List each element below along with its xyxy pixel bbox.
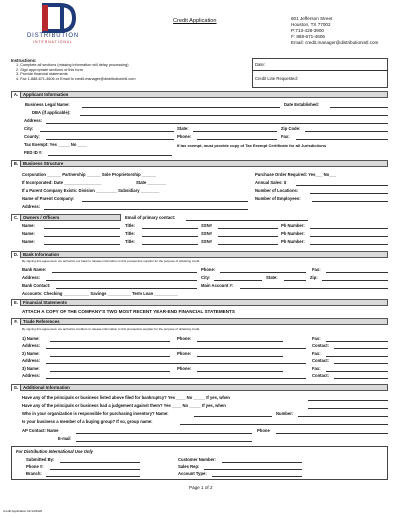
city-field[interactable] [40,131,174,132]
phone-field[interactable] [197,139,277,140]
purchasing-number-field[interactable] [298,416,388,417]
owner-ssn-label: SSN# [201,231,212,236]
trade-ref-address-field[interactable] [46,378,306,379]
purchasing-name-field[interactable] [194,416,272,417]
owner-ssn-label: SSN# [201,223,212,228]
trade-ref-name-field[interactable] [50,341,170,342]
logo-text: DISTRIBUTION [27,33,79,39]
ap-phone-field[interactable] [276,433,388,434]
customer-number-label: Customer Number: [178,457,216,462]
city-label: City: [24,126,34,131]
instructions-heading: Instructions: [11,58,37,63]
locations-label: Number of Locations: [255,188,299,193]
fax-line: F: 888-671-4606 [291,34,325,39]
owner-ssn-field[interactable] [218,236,278,237]
owner-title-label: Title: [125,231,135,236]
bank-zip-label: Zip: [310,275,318,280]
credit-line-label: Credit Line Requested: [255,76,298,81]
section-d-header: D. Bank Information [11,251,388,258]
entity-type-row: Corporation ______ Partnership ______ Sole Proprietorship ______ [22,172,156,177]
address-line-1: 601 Jefferson Street [291,16,333,21]
submitted-by-label: Submitted By: [26,457,55,462]
annual-sales-field[interactable] [296,185,388,186]
tax-exempt-label: Tax Exempt: Yes _____ No ____ [24,142,87,147]
section-f-header: F. Trade References [11,318,388,325]
trade-ref-address-field[interactable] [46,348,306,349]
customer-number-field[interactable] [222,462,302,463]
section-a-header: A. Applicant Information [11,91,388,98]
bank-state-field[interactable] [284,280,306,281]
parent-name-label: Name of Parent Company: [22,196,75,201]
parent-name-field[interactable] [82,201,248,202]
owner-phone-label: Ph Number: [281,223,305,228]
owner-name-label: Name: [22,223,35,228]
buying-group-label: Is your business a member of a buying group? If so, group name: [22,419,153,424]
established-field[interactable] [330,107,388,108]
bank-fax-label: Fax: [312,267,321,272]
internal-use-box [11,446,388,480]
trade-ref-name-label: 2) Name: [22,351,40,356]
internal-phone-field[interactable] [50,469,140,470]
trade-ref-phone-label: Phone: [177,366,192,371]
incorporated-state: State ________ [136,180,167,185]
trade-ref-name-field[interactable] [50,371,170,372]
address-line-2: Houston, TX 77002 [291,22,331,27]
ap-phone-label: Phone [257,428,270,433]
incorporated-date: If Incorporated: Date ________________ [22,180,102,185]
owner-phone-label: Ph Number: [281,239,305,244]
locations-field[interactable] [310,193,388,194]
owner-title-field[interactable] [142,244,198,245]
trade-consent-text: By signing this agreement, we authorize creditors to release information to this prospective supplier for the purpose of obtaining credit. [22,327,200,331]
internal-use-heading: For Distribution International Use Only [16,449,94,454]
section-c-header: C. Owners / Officers [11,214,121,221]
owner-phone-field[interactable] [310,244,388,245]
judgement-question: Have any of the principals or business had a judgement against them? Yes ____ No _____ If yes, when [22,403,226,408]
logo-subtext: INTERNATIONAL [33,40,73,44]
sales-rep-field[interactable] [204,469,302,470]
employees-label: Number of Employees: [255,196,301,201]
dba-label: DBA (if applicable): [32,110,71,115]
buying-group-field[interactable] [180,424,388,425]
company-address-block [291,16,378,46]
judgement-when-field[interactable] [308,408,388,409]
trade-ref-contact-label: Contact: [312,373,329,378]
parent-company-row: If a Parent Company Exists: Division _________ Subsidiary ________ [22,188,160,193]
state-field[interactable] [193,131,277,132]
trade-ref-contact-field[interactable] [334,378,388,379]
trade-ref-fax-field[interactable] [326,341,388,342]
instructions-block [11,58,136,81]
owner-title-label: Title: [125,239,135,244]
bank-state-label: State: [266,275,278,280]
county-field[interactable] [46,139,174,140]
owner-ssn-label: SSN# [201,239,212,244]
sales-rep-label: Sales Rep: [178,464,200,469]
trade-ref-address-label: Address: [22,358,41,363]
instruction-item: 2. Sign appropriate sections of this form [16,67,83,72]
account-type-field[interactable] [212,476,302,477]
bankruptcy-question: Have any of the principals or business listed above filed for bankruptcy? Yes ____ No _____ If yes, when [22,395,230,400]
company-logo [20,3,86,47]
owner-name-field[interactable] [44,236,120,237]
logo-mark-icon [20,3,86,33]
instruction-item: 4. Fax 1-888-671-4606 or Email to credit.manager@distributionintl.com [16,76,136,81]
county-label: County: [24,134,40,139]
bank-phone-field[interactable] [220,272,306,273]
owner-title-label: Title: [125,223,135,228]
fed-id-field[interactable] [48,155,172,156]
bank-address-label: Address: [22,275,41,280]
ap-contact-name-field[interactable] [76,433,252,434]
section-g-header: G. Additional Information [11,384,388,391]
trade-ref-phone-field[interactable] [197,356,283,357]
section-e-header: E. Financial Statements [11,299,388,306]
ap-email-field[interactable] [76,441,252,442]
annual-sales-label: Annual Sales: $ [255,180,287,185]
address-field[interactable] [46,123,388,124]
trade-ref-contact-label: Contact: [312,358,329,363]
account-type-label: Account Type: [178,471,207,476]
trade-ref-fax-field[interactable] [326,371,388,372]
document-id: Credit Application 01/14/2020 [3,509,43,513]
fed-id-label: FED ID #: [24,150,43,155]
phone-line: P:713-428-3900 [291,28,324,33]
ap-contact-label: AP Contact: Name [22,428,59,433]
owner-phone-field[interactable] [310,228,388,229]
owner-title-field[interactable] [142,236,198,237]
purchasing-number-label: Number: [276,411,294,416]
zip-field[interactable] [305,131,388,132]
date-label: Date: [255,62,266,67]
zip-label: Zip Code: [281,126,301,131]
owner-name-field[interactable] [44,244,120,245]
trade-ref-contact-field[interactable] [334,348,388,349]
bank-zip-field[interactable] [322,280,388,281]
fax-field[interactable] [296,139,388,140]
owner-name-label: Name: [22,239,35,244]
branch-field[interactable] [46,476,140,477]
primary-email-label: Email of primary contact: [125,215,176,220]
phone-label: Phone: [177,134,192,139]
owner-title-field[interactable] [142,228,198,229]
purchasing-name-label: Who in your organization is responsible for purchasing inventory? Name: [22,411,169,416]
trade-ref-contact-field[interactable] [334,363,388,364]
instruction-item: 3. Provide financial statements [16,72,68,77]
trade-ref-contact-label: Contact: [312,343,329,348]
main-account-label: Main Account #: [201,283,234,288]
po-required: Purchase Order Required: Yes___ No___ [255,172,337,177]
trade-ref-fax-field[interactable] [326,356,388,357]
trade-ref-fax-label: Fax: [312,336,321,341]
bank-consent-text: By signing this agreement, we authorize our bank to release information to this prospective supplier for the purpose of obtaining credit. [22,259,201,263]
bankruptcy-when-field[interactable] [308,400,388,401]
state-label: State: [177,126,189,131]
trade-ref-phone-field[interactable] [197,371,283,372]
main-account-field[interactable] [240,288,388,289]
trade-ref-address-label: Address: [22,343,41,348]
owner-phone-label: Ph Number: [281,231,305,236]
owner-phone-field[interactable] [310,236,388,237]
submitted-by-field[interactable] [60,462,140,463]
tax-exempt-note: If tax exempt, must provide copy of Tax Exempt Certificate for all Jurisdictions [177,143,327,148]
trade-ref-fax-label: Fax: [312,351,321,356]
employees-field[interactable] [312,201,388,202]
page-number: Page 1 of 2 [189,485,213,490]
legal-name-field[interactable] [82,107,280,108]
address-label: Address: [24,118,43,123]
bank-contact-field[interactable] [56,288,197,289]
trade-ref-fax-label: Fax: [312,366,321,371]
branch-label: Branch: [26,471,42,476]
bank-address-field[interactable] [46,280,197,281]
owner-name-label: Name: [22,231,35,236]
established-label: Date Established: [284,102,320,107]
bank-phone-label: Phone: [201,267,216,272]
bank-city-label: City: [201,275,211,280]
legal-name-label: Business Legal Name: [25,102,70,107]
section-b-header: B. Business Structure [11,160,388,167]
trade-ref-phone-label: Phone: [177,351,192,356]
trade-ref-name-label: 3) Name: [22,366,40,371]
bank-name-field[interactable] [52,272,197,273]
bank-city-field[interactable] [214,280,262,281]
parent-address-field[interactable] [44,209,248,210]
form-title: Credit Application [173,18,217,24]
trade-ref-phone-field[interactable] [197,341,283,342]
dba-field[interactable] [80,115,388,116]
trade-ref-name-label: 1) Name: [22,336,40,341]
fax-label: Fax: [281,134,290,139]
ap-email-label: E-mail [58,436,71,441]
internal-phone-label: Phone #: [26,464,44,469]
instruction-item: 1. Complete all sections (missing information will delay processing) [16,63,129,67]
parent-address-label: Address: [22,204,41,209]
financial-statement-note: ATTACH A COPY OF THE COMPANY'S TWO MOST RECENT YEAR-END FINANCIAL STATEMENTS [22,309,235,314]
date-credit-box [252,58,388,88]
bank-name-label: Bank Name: [22,267,47,272]
email-line: Email: credit.manager@distributionintl.com [291,40,379,45]
trade-ref-phone-label: Phone: [177,336,192,341]
bank-fax-field[interactable] [326,272,388,273]
trade-ref-name-field[interactable] [50,356,170,357]
owner-ssn-field[interactable] [218,244,278,245]
bank-accounts-row: Accounts: Checking ___________ Savings __________ Term Loan __________ [22,291,178,296]
trade-ref-address-field[interactable] [46,363,306,364]
primary-email-field[interactable] [186,220,308,221]
trade-ref-address-label: Address: [22,373,41,378]
owner-ssn-field[interactable] [218,228,278,229]
bank-contact-label: Bank Contact: [22,283,51,288]
owner-name-field[interactable] [44,228,120,229]
